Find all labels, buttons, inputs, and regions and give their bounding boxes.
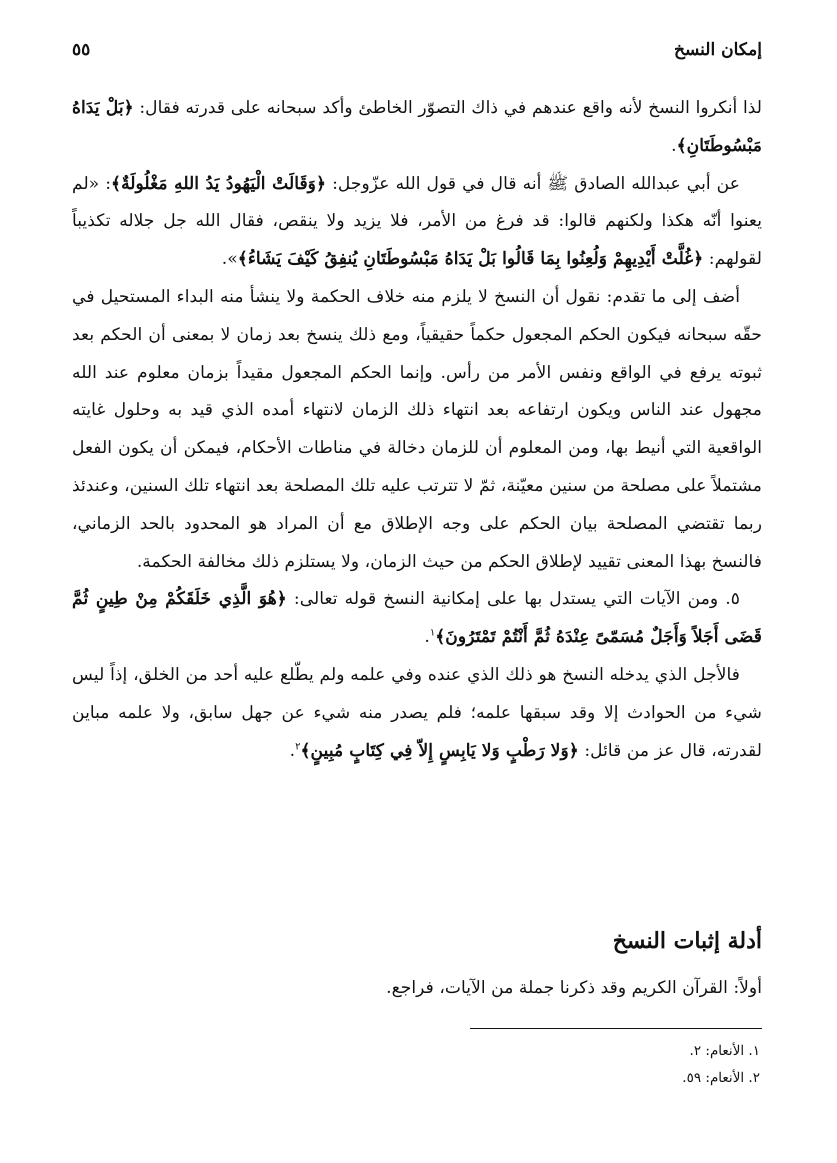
quran-verse: ﴿بَلْ يَدَاهُ مَبْسُوطَتَانِ﴾ [72,98,762,156]
paragraph-3: أضف إلى ما تقدم: نقول أن النسخ لا يلزم منه خلاف الحكمة ولا ينشأ منه البداء المستحيل في حقّه سبحانه فيكون الحكم المجعول حكماً حقيقياً، ومع ذلك ينسخ بعد زمان لا بمعنى أن الحكم بعد ثبوته يرفع في الواقع ونفس الأمر من رأس. وإنما الحكم المجعول مقيداً بزمان معلوم عند الله مجهول عند الناس ويكون ارتفاعه بعد انتهاء ذلك الزمان لانتهاء أمده الذي قيد به وحلول غايته الواقعية التي أنيط بها، ومن المعلوم أن للزمان دخالة في مناطات الأحكام، فيمكن أن يكون الفعل مشتملاً على مصلحة من سنين معيّنة، ثمّ لا تترتب عليه تلك المصلحة بعد انتهاء تلك السنين، وعندئذ ربما تقتضي المصلحة بيان الحكم على وجه الإطلاق مع أن المراد هو المحدود بالحد الزماني، فالنسخ بهذا المعنى تقييد لإطلاق الحكم من حيث الزمان، ولا يستلزم ذلك مخالفة الحكمة. [72,286,762,572]
quran-verse: ﴿وَلا رَطْبٍ وَلا يَابِسٍ إِلاّ فِي كِتَابٍ مُبِينٍ﴾ [300,740,579,761]
footnote-1: ١. الأنعام: ٢. [689,1043,760,1059]
quran-verse: ﴿وَقَالَتْ الْيَهُودُ يَدُ اللهِ مَغْلُولَةٌ﴾ [111,173,327,194]
paragraph-2: عن أبي عبدالله الصادق ﷺ أنه قال في قول الله عزّوجل: ﴿وَقَالَتْ الْيَهُودُ يَدُ اللهِ مَغْلُولَةٌ﴾: «لم يعنوا أنّه هكذا ولكنهم قالوا: قد فرغ من الأمر، فلا يزيد ولا ينقص، فقال الله جل جلاله تكذيباً لقولهم: ﴿غُلَّتْ أَيْدِيهِمْ وَلُعِنُوا بِمَا قَالُوا بَلْ يَدَاهُ مَبْسُوطَتَانِ يُنفِقُ كَيْفَ يَشَاءُ﴾». [72,173,762,270]
page-number: ٥٥ [72,40,91,60]
footnote-marker: ١ [429,627,436,639]
paragraph-4: ٥. ومن الآيات التي يستدل بها على إمكانية النسخ قوله تعالى: ﴿هُوَ الَّذِي خَلَقَكُمْ مِنْ طِينٍ ثُمَّ قَضَى أَجَلاً وَأَجَلٌ مُسَمّىً عِنْدَهُ ثُمَّ أَنْتُمْ تَمْتَرُونَ﴾$^١$. [72,589,762,648]
main-text [72,90,762,770]
section-first-point: أولاً: القرآن الكريم وقد ذكرنا جملة من الآيات، فراجع. [386,978,762,998]
section-heading: أدلة إثبات النسخ [612,928,762,954]
footnote-2: ٢. الأنعام: ٥٩. [682,1070,760,1086]
footnote-divider [470,1028,762,1029]
paragraph-1: لذا أنكروا النسخ لأنه واقع عندهم في ذاك التصوّر الخاطئ وأكد سبحانه على قدرته فقال: ﴿بَلْ يَدَاهُ مَبْسُوطَتَانِ﴾. [72,98,762,156]
paragraph-5: فالأجل الذي يدخله النسخ هو ذلك الذي عنده وفي علمه ولم يطّلع عليه أحد من الخلق، إذاً ليس شيء من الحوادث إلا وقد سبقها علمه؛ فلم يصدر منه شيء عن جهل سابق، ولا علمه مباين لقدرته، قال عز من قائل: ﴿وَلا رَطْبٍ وَلا يَابِسٍ إِلاّ فِي كِتَابٍ مُبِينٍ﴾$^٢$. [72,664,762,761]
footnote-marker: ٢ [295,740,301,752]
page-title: إمكان النسخ [674,40,762,60]
running-header [72,36,762,64]
footnotes [682,1038,760,1092]
quran-verse: ﴿هُوَ الَّذِي خَلَقَكُمْ مِنْ طِينٍ ثُمَّ قَضَى أَجَلاً وَأَجَلٌ مُسَمّىً عِنْدَهُ ثُمَّ أَنْتُمْ تَمْتَرُونَ﴾ [72,589,762,648]
quran-verse: ﴿غُلَّتْ أَيْدِيهِمْ وَلُعِنُوا بِمَا قَالُوا بَلْ يَدَاهُ مَبْسُوطَتَانِ يُنفِقُ كَيْفَ يَشَاءُ﴾ [237,249,704,270]
book-page [72,28,762,1138]
